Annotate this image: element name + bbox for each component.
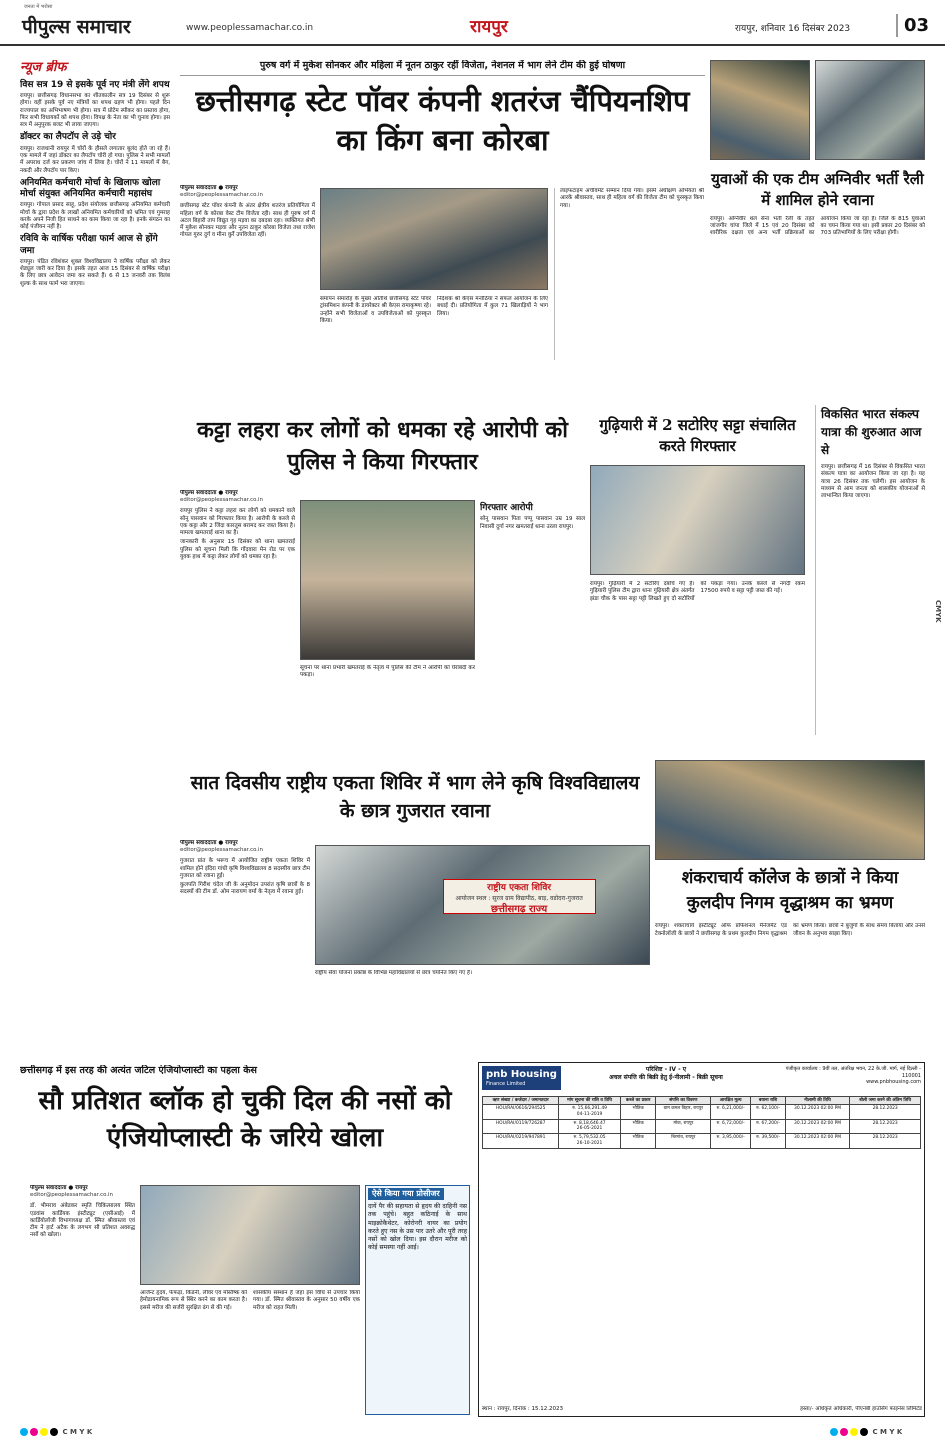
ad-title-block (581, 1066, 751, 1082)
ad-logo (482, 1066, 561, 1090)
ad-place-date: स्थान : रायपुर, दिनांक : 15.12.2023 (482, 1405, 563, 1412)
chess-story (180, 60, 705, 360)
ad-cell: 30.12.2023 02:00 PM (785, 1119, 850, 1133)
table-row (483, 1119, 921, 1133)
chess-paragraph: लाइफटाइम अचीवमेंट सम्मान दिया गया। इसमें अधीक्षण अभियंता श्री आरके श्रीवास्तव, साथ ही महिला वर्ग की विजेता टीम को पुरस्कृत किया गया। (560, 188, 704, 209)
group-photo (815, 60, 925, 160)
ad-col-header: आरक्षित मूल्य (711, 1096, 751, 1105)
ad-cell: भौतिक (620, 1119, 656, 1133)
satta-story (590, 415, 805, 760)
news-brief-label: न्यूज ब्रीफ (20, 60, 67, 75)
page-number: 03 (896, 14, 929, 37)
cmyk-marks-right (830, 1428, 902, 1437)
cmyk-label: C M Y K (62, 1428, 93, 1436)
ad-cell: 30.12.2023 02:00 PM (785, 1105, 850, 1119)
angioplasty-body-mid (140, 1290, 360, 1415)
procedure-box (365, 1185, 470, 1415)
ekta-banner-title: राष्ट्रीय एकता शिविर (487, 883, 552, 894)
byline: पीपुल्स संवाददाता ● रायपुर (180, 840, 238, 846)
ad-cell: मोवा, रायपुर (656, 1119, 711, 1133)
bus-photo (710, 60, 810, 160)
ad-company-sub: Finance Limited (486, 1081, 526, 1087)
brief-headline: अनियमित कर्मचारी मोर्चा के खिलाफ खोला मोर्चा संयुक्त अनियमित कर्मचारी महासंघ (20, 177, 161, 200)
satta-photo (590, 465, 805, 575)
katta-body-left (180, 490, 295, 755)
ad-cell: रु. 8,18,646.47 (573, 1120, 606, 1126)
ad-col-header: बोली जमा करने की अंतिम तिथि (850, 1096, 921, 1105)
katta-photo (300, 500, 475, 660)
arrest-label: गिरफ्तार आरोपी (480, 503, 533, 513)
ad-table-header (483, 1096, 921, 1105)
agniveer-body: रायपुर। अग्निवीर थल सेना भर्ती रैली के तहत जांजगीर चांपा जिले में 15 एवं 20 दिसंबर को शारीरिक दक्षता एवं अन्य भर्ती प्रक्रियाओं का आयोजन किया जा रहा है। जिले के 815 युवाओं का चयन किया गया था। इसी प्रकार 20 दिसंबर को 703 प्रतिभागियों के लिए परीक्षा होगी। (710, 215, 925, 237)
brand-tagline: जनता में भरोसा (24, 4, 53, 10)
cmyk-marks-left (20, 1428, 92, 1437)
agniveer-body-wrap (710, 216, 925, 366)
ad-cell: रु. 6,21,000/- (711, 1105, 751, 1119)
ekta-body-left (180, 840, 310, 1045)
chess-paragraph: निदेशक श्री केएस मनोठिया ने सफल आयोजन के लिए बधाई दी। प्रतियोगिता में कुल 71 खिलाड़ियों ने भाग लिया। (437, 296, 548, 317)
procedure-title: ऐसे किया गया प्रोसीजर (368, 1188, 444, 1200)
shankaracharya-story (655, 760, 925, 1045)
angioplasty-photo (140, 1185, 360, 1285)
chess-paragraph: छत्तीसगढ़ स्टेट पॉवर कंपनी के अंतर क्षेत्रीय शतरंज प्रतियोगिता में महिला वर्ग के कोरबा वेस्ट टीम विजेता रही। साथ ही पुरुष वर्ग में अटल बिहारी ताप विद्युत गृह मड़वा का दबदबा रहा। व्यक्तिगत श्रेणी में मुकेश सोनकर मड़वा और नूतन ठाकुर कोरबा विजेता तथा राजेश गोयल गुरुर दुर्ग व मीना कुर्रे उपविजेता रहीं। (180, 203, 315, 239)
angioplasty-paragraph: डॉ. भीमराव अंबेडकर स्मृति चिकित्सालय स्थित एडवांस कार्डियक इंस्टीट्यूट (एसीआई) में कार्डियोलॉजी विभागाध्यक्ष डॉ. स्मित श्रीवास्तव एवं टीम ने हार्ट अटैक के लगभग सौ प्रतिशत अवरुद्ध नसों को खोला। (30, 1203, 135, 1239)
ekta-headline: सात दिवसीय राष्ट्रीय एकता शिविर में भाग लेने कृषि विश्वविद्यालय के छात्र गुजरात रवाना (190, 772, 640, 822)
ad-col-header: ऋण संख्या / कर्जदार / जमानतदार (483, 1096, 559, 1105)
ekta-paragraph: गुजरात प्रांत के भरूच में आयोजित राष्ट्रीय एकता शिविर में शामिल होने इंदिरा गांधी कृषि विश्वविद्यालय 8 सदस्यीय छात्र टीम गुजरात को रवाना हुई। (180, 858, 310, 879)
ad-cell: रु. 62,100/- (751, 1105, 786, 1119)
angioplasty-kicker: छत्तीसगढ़ में इस तरह की अत्यंत जटिल एंजियोप्लास्टी का पहला केस (20, 1065, 257, 1076)
brief-body: रायपुर। गोपाल प्रसाद साहू, प्रदेश संयोजक छत्तीसगढ़ अनियमित कर्मचारी मोर्चा के द्वारा प्रदेश के लाखों अनियमित कर्मचारियों को भ्रमित एवं गुमराह करके अपने निजी हित साधने का काम किया जा रहा है। इनके संगठन का कोई पंजीयन नहीं है। (20, 202, 170, 231)
ad-cell: 28.12.2023 (850, 1105, 921, 1119)
ad-header (482, 1066, 921, 1090)
ekta-banner-state: छत्तीसगढ़ राज्य (491, 903, 548, 915)
ad-cell: 26-10-2021 (576, 1140, 603, 1146)
ad-cell: ग्राम कमल विहार, रायपुर (656, 1105, 711, 1119)
chess-body-left (180, 185, 315, 360)
newspaper-brand: पीपुल्स समाचार (22, 16, 131, 38)
brief-headline: विस सत्र 19 से इसके पूर्व नए मंत्री लेंगे शपथ (20, 79, 170, 90)
angioplasty-headline: सौ प्रतिशत ब्लॉक हो चुकी दिल की नसों को एंजियोप्लास्टी के जरिये खोला (38, 1086, 452, 1153)
ad-cell: रु. 3,95,000/- (711, 1134, 751, 1148)
brief-body: रायपुर। छत्तीसगढ़ विधानसभा का शीतकालीन सत्र 19 दिसंबर से शुरू होगा। वहीं इसके पूर्व नए मंत्रियों का शपथ ग्रहण भी होगा। पहले दिन राज्यपाल का अभिभाषण भी होगा। सत्र में प्रोटेम स्पीकर का प्रस्ताव होगा, फिर सभी विधायकों को शपथ होगा। विपक्ष के नेता का भी चुनाव होगा। इस सत्र में अनुपूरक बजट भी लाया जाएगा। (20, 93, 170, 129)
ad-col-header: संपत्ति का विवरण (656, 1096, 711, 1105)
table-row (483, 1134, 921, 1148)
ad-cell: रु. 5,79,532.05 (573, 1135, 606, 1141)
ekta-banner (443, 879, 596, 914)
byline-email[interactable]: editor@peoplessamachar.co.in (30, 1192, 113, 1199)
ad-office-block (771, 1066, 921, 1086)
chess-body-mid (320, 296, 548, 360)
ekta-story (180, 770, 650, 1045)
ad-cell: 30.12.2023 02:00 PM (785, 1134, 850, 1148)
ad-col-header: कब्जे का प्रकार (620, 1096, 656, 1105)
dateline: रायपुर, शनिवार 16 दिसंबर 2023 (735, 24, 851, 34)
shankaracharya-body: रायपुर। शंकराचार्य इंस्टीट्यूट ऑफ प्रोफेशनल मैनेजमेंट एंड टेक्नोलॉजी के छात्रों ने छत्तीसगढ़ के प्रथम कुलदीप निगम वृद्धाश्रम का भ्रमण किया। छात्रों ने बुजुर्गों के साथ समय बिताया और उनसे जीवन के अनुभव साझा किए। (655, 923, 925, 937)
ekta-body-bottom (315, 970, 650, 1045)
byline-email[interactable]: editor@peoplessamachar.co.in (180, 497, 263, 504)
shankaracharya-body-wrap (655, 923, 925, 1033)
katta-body-right (480, 500, 585, 755)
cmyk-label: C M Y K (872, 1428, 903, 1436)
byline-email[interactable]: editor@peoplessamachar.co.in (180, 847, 263, 854)
brief-headline: रविवि के वार्षिक परीक्षा फार्म आज से होंगे जमा (20, 234, 158, 256)
brief-body: रायपुर। राजधानी रायपुर में चोरों के हौसले लगातार बुलंद होते जा रहे हैं। एक मामले में जहां डॉक्टर का लैपटॉप चोरी हो गया। पुलिस ने सभी मामलों में अपराध दर्ज कर प्रकरण जांच में लिया है। चोरों ने 11 मामलों में बैग, नकदी और लैपटॉप पार किए। (20, 145, 170, 174)
procedure-body: दायें पैर की सहायता से हृदय की दाहिनी नस तक पहुंचे। बहुत कठिनाई के साथ माइक्रोकैथेटर, कोरोनरी वायर का प्रयोग करते हुए नस के उस पार उतरे और पूरी तरह नसों को खोल दिया। इस दौरान मरीज को कोई समस्या नहीं आई। (368, 1203, 467, 1251)
chess-body-right (554, 188, 704, 360)
satta-body: रायपुर। गुढ़ियारी में 2 सटोरिए दबोचे गए हैं। गुढ़ियारी पुलिस टीम द्वारा थाना गुढ़ियारी क्षेत्र अंतर्गत झंडा चौक के पास सट्टा पट्टी लिखते हुए दो सटोरियों को पकड़ा गया। उनके कब्जे से नगदी रकम 17500 रुपये व सट्टा पट्टी जब्त की गई। (590, 581, 805, 602)
ad-cell: रु. 67,200/- (751, 1119, 786, 1133)
ad-cell: 04-11-2019 (576, 1111, 603, 1117)
cmyk-rail: CMYK (934, 600, 942, 623)
ekta-photo (315, 845, 650, 965)
ekta-paragraph: कुलपति गिरीश चंदेल जी के अनुमोदन उपरांत कृषि छात्रों के 8 सदस्यों की टीम डॉ. ओम नारायण वर्मा के नेतृत्व में रवाना हुई। (180, 882, 310, 896)
viksit-body: रायपुर। छत्तीसगढ़ में 16 दिसंबर से विकसित भारत संकल्प यात्रा का आयोजन किया जा रहा है। यह यात्रा 26 दिसंबर तक चलेगी। इस आयोजन के माध्यम से आम जनता को शासकीय योजनाओं से लाभान्वित किया जाएगा। (821, 464, 925, 500)
katta-story (180, 415, 585, 760)
chess-photo (320, 188, 548, 290)
ad-cell-amount (559, 1134, 621, 1148)
ad-footer (482, 1406, 922, 1413)
ad-appendix: परिशिष्ट - IV - ए (645, 1066, 687, 1073)
viksit-headline: विकसित भारत संकल्प यात्रा की शुरुआत आज से (821, 407, 922, 457)
ad-cell: भौतिक (620, 1134, 656, 1148)
byline: पीपुल्स संवाददाता ● रायपुर (180, 490, 238, 496)
ad-col-header: मांग सूचना की राशि व तिथि (559, 1096, 621, 1105)
shankaracharya-photo (655, 760, 925, 860)
ad-cell-amount (559, 1119, 621, 1133)
table-row (483, 1105, 921, 1119)
angioplasty-paragraph: शासकीय संस्थान है जहां इस विधि से उपचार किया गया। डॉ. स्मित श्रीवास्तव के अनुसार 50 वर्षीय एक मरीज को राहत मिली। (253, 1290, 360, 1311)
ekta-paragraph: राष्ट्रीय सेवा योजना प्रकोष्ठ के विभिन्न महाविद्यालयों से छात्र चयनित किए गए हैं। (315, 970, 473, 976)
satta-body-wrap (590, 581, 805, 760)
ad-signature: हस्ता/- अधिकृत अधिकारी, पीएनबी हाउसिंग फाइनेंस लिमिटेड (800, 1405, 922, 1412)
ad-cell: भौतिक (620, 1105, 656, 1119)
website-url[interactable]: www.peoplessamachar.co.in (186, 23, 314, 33)
news-brief-column (20, 60, 170, 910)
ad-cell: 26-05-2021 (576, 1126, 603, 1132)
ad-cell: 28.12.2023 (850, 1119, 921, 1133)
viksit-story (815, 405, 925, 735)
angioplasty-body-left (30, 1185, 135, 1415)
pnb-housing-ad (478, 1062, 925, 1417)
shankaracharya-headline: शंकराचार्य कॉलेज के छात्रों ने किया कुलदीप निगम वृद्धाश्रम का भ्रमण (681, 868, 899, 913)
katta-paragraph: रायपुर पुलिस ने कट्टा लहरा कर लोगों को धमकाने वाले सोनू पासवान को गिरफ्तार किया है। आरोपी के कब्जे से एक कट्टा और 2 जिंदा कारतूस बरामद कर जब्त किया है। मामला खमतराई थाना का है। (180, 508, 295, 537)
ad-cell: रु. 39,500/- (751, 1134, 786, 1148)
ad-cell: HOU/RAI/0119/726287 (483, 1119, 559, 1133)
agniveer-story (710, 60, 925, 390)
ad-website[interactable]: www.pnbhousing.com (866, 1079, 921, 1085)
brief-body: रायपुर। पंडित रविशंकर शुक्ल विश्वविद्यालय ने वार्षिक परीक्षा को लेकर शेड्यूल जारी कर दिया है। इसके तहत आज 15 दिसंबर से वार्षिक परीक्षा के लिए छात्र आवेदन जमा कर सकते हैं। 6 से 13 जनवरी तक विलंब शुल्क के साथ फार्म भरा जाएगा। (20, 258, 170, 287)
ad-cell: रु. 15,66,291.49 (572, 1106, 607, 1112)
katta-paragraph: जानकारी के अनुसार 15 दिसंबर को थाना खमतराई पुलिस को सूचना मिली कि गोंदवारा मेन रोड पर एक युवक हाथ में कट्टा लेकर लोगों को धमका रहा है। (180, 539, 295, 560)
chess-headline: छत्तीसगढ़ स्टेट पॉवर कंपनी शतरंज चैंपियनशिप का किंग बना कोरबा (195, 84, 690, 158)
angioplasty-story (20, 1065, 470, 1415)
ad-cell: HOU/RAI/0616/294525 (483, 1105, 559, 1119)
masthead (0, 0, 945, 46)
katta-paragraph: सूचना पर थाना प्रभारी खमतराई के नेतृत्व में पुलिस की टीम ने आरोपी को घेराबंदी कर पकड़ा। (300, 665, 475, 679)
ad-cell: HOU/RAI/0219/947891 (483, 1134, 559, 1148)
ad-col-header: नीलामी की तिथि (785, 1096, 850, 1105)
katta-body-mid (300, 665, 475, 755)
agniveer-headline: युवाओं की एक टीम अग्निवीर भर्ती रैली में शामिल होने रवाना (711, 170, 924, 209)
ad-auction-table (482, 1096, 921, 1149)
angioplasty-paragraph: आर्जन्ट हृदय, फेफड़ा, किडनी, लीवर एवं मस्तिष्क को हेमोडायनामिक रूप से स्थिर करने का काम करता है। इससे मरीज की सर्जरी सुरक्षित ढंग से की गई। (140, 1290, 247, 1311)
chess-paragraph: समापन समारोह के मुख्य अतिथि छत्तीसगढ़ स्टेट पॉवर ट्रांसमिशन कंपनी के डायरेक्टर श्री केएस रामाकृष्णा रहे। उन्होंने सभी विजेताओं व उपविजेताओं को पुरस्कृत किया। (320, 296, 431, 324)
ad-cell: रु. 6,72,000/- (711, 1119, 751, 1133)
byline-email[interactable]: editor@peoplessamachar.co.in (180, 192, 263, 199)
viksit-body-wrap (821, 464, 925, 500)
ekta-banner-sub: आयोजन स्थल : सूरज ग्राम विद्यापीठ, बाड़, वडोदरा-गुजरात (455, 894, 583, 902)
katta-headline: कट्टा लहरा कर लोगों को धमका रहे आरोपी को पुलिस ने किया गिरफ्तार (196, 417, 569, 475)
ad-cell-amount (559, 1105, 621, 1119)
byline: पीपुल्स संवाददाता ● रायपुर (30, 1185, 88, 1191)
satta-headline: गुढ़ियारी में 2 सटोरिए सट्टा संचालित करते गिरफ्तार (599, 416, 796, 455)
ad-office: पंजीकृत कार्यालय : 9वीं तल, अंतरिक्ष भवन, 22 के.जी. मार्ग, नई दिल्ली - 110001 (785, 1066, 921, 1079)
brief-headline: डॉक्टर का लैपटॉप ले उड़े चोर (20, 132, 116, 143)
ad-cell: 28.12.2023 (850, 1134, 921, 1148)
edition-city: रायपुर (470, 17, 508, 37)
ad-col-header: बयाना राशि (751, 1096, 786, 1105)
byline: पीपुल्स संवाददाता ● रायपुर (180, 185, 238, 191)
chess-kicker: पुरुष वर्ग में मुकेश सोनकर और महिला में नूतन ठाकुर रहीं विजेता, नेशनल में भाग लेने टीम की हुई घोषणा (180, 60, 705, 76)
ad-company: pnb Housing (486, 1069, 557, 1080)
ad-notice-title: अचल संपत्ति की बिक्री हेतु ई-नीलामी - बिक्री सूचना (609, 1073, 723, 1081)
arrest-body: सोनू पासवान पिता पप्पू पासवान उम्र 19 साल निवासी दुर्गा नगर खमतराई थाना उरला रायपुर। (480, 516, 585, 530)
ad-cell: बिरगांव, रायपुर (656, 1134, 711, 1148)
